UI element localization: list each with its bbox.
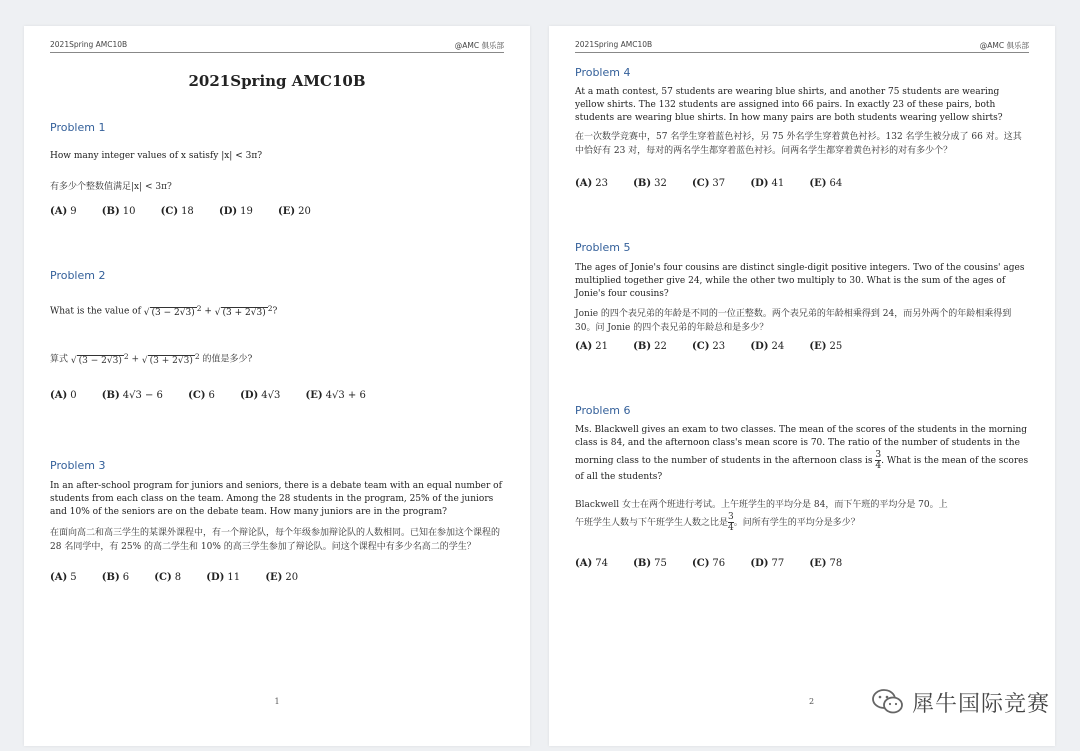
sqrt-expression-b: √ (3 + 2√3) $^2$	[214, 304, 273, 318]
document-title: 2021Spring AMC10B	[188, 72, 366, 90]
problem-1-choices	[50, 206, 504, 217]
problem-4-choices	[575, 178, 1029, 189]
choice-c: (C) 18	[160, 206, 194, 217]
exponent: 2	[267, 304, 273, 313]
choice-c: (C) 8	[154, 572, 182, 583]
choice-d: (D) 77	[750, 558, 785, 569]
problem-6-text-zh	[575, 498, 1029, 533]
problem-6-choices	[575, 558, 1029, 569]
choice-d: (D) 4√3	[240, 390, 281, 401]
page-2	[549, 26, 1055, 746]
problem-1-heading: Problem 1	[50, 121, 106, 134]
problem-2-choices	[50, 390, 504, 401]
choice-b: (B) 6	[101, 572, 130, 583]
header-left: 2021Spring AMC10B	[50, 40, 128, 49]
choice-d: (D) 24	[750, 341, 785, 352]
choice-d: (D) 11	[206, 572, 241, 583]
choice-a: (A) 9	[50, 206, 77, 217]
problem-3-choices	[50, 572, 504, 583]
problem-1-text-zh: 有多少个整数值满足|x| < 3π?	[50, 182, 172, 192]
sqrt-expression-b: √ (3 + 2√3) $^2$	[141, 352, 200, 366]
problem-2-text-en: What is the value of √ (3 − 2√3) $^2$ + √ (3 + 2√3) $^2$?	[50, 294, 504, 324]
problem-5-text-zh: Jonie 的四个表兄弟的年龄是不同的一位正整数。两个表兄弟的年龄相乘得到 24，而另外两个的年龄相乘得到 30。问 Jonie 的四个表兄弟的年龄总和是多少？	[575, 309, 1012, 333]
page-header	[575, 40, 1029, 53]
choice-d: (D) 41	[750, 178, 785, 189]
choice-c: (C) 76	[692, 558, 726, 569]
choice-a: (A) 5	[50, 572, 77, 583]
problem-2-zh-prefix: 算式	[50, 354, 69, 365]
problem-4-text-en: At a math contest, 57 students are wearing blue shirts, and another 75 students are wearing yellow shirts. The 132 students are assigned into 66 pairs. In exactly 23 of these pairs, both students are wearing blue shirts. In how many pairs are both students wearing yellow shirts?	[575, 87, 1003, 123]
problem-5-choices	[575, 341, 1029, 352]
wechat-icon	[872, 688, 904, 716]
choice-c: (C) 37	[692, 178, 726, 189]
problem-6-heading: Problem 6	[575, 404, 631, 417]
problem-3-text-zh: 在面向高二和高三学生的某课外课程中，有一个辩论队，每个年级参加辩论队的人数相同。已知在参加这个课程的 28 名同学中，有 25% 的高二学生和 10% 的高三学生参加了辩论队。问这个课程中有多少名高二的学生？	[50, 528, 501, 552]
ratio-fraction: $\frac{3}{4}$	[728, 512, 734, 533]
header-left: 2021Spring AMC10B	[575, 40, 653, 49]
problem-2-heading: Problem 2	[50, 269, 106, 282]
problem-6-zh-2: 午班学生人数与下午班学生人数之比是	[575, 518, 729, 528]
ratio-fraction: $\frac{3}{4}$	[875, 450, 882, 471]
problem-4-text-zh: 在一次数学竞赛中，57 名学生穿着蓝色衬衫，另 75 外名学生穿着黄色衬衫。132 名学生被分成了 66 对。这其中恰好有 23 对，每对的两名学生都穿着蓝色衬衫。问两名学生都穿着黄色衬衫的对有多少个？	[575, 132, 1022, 156]
problem-6-zh-1: Blackwell 女士在两个班进行考试。上午班学生的平均分是 84，而下午班的平均分是 70。上	[575, 500, 948, 510]
choice-a: (A) 74	[575, 558, 608, 569]
sqrt-expression-a: √ (3 − 2√3) $^2$	[70, 352, 129, 366]
choice-c: (C) 6	[188, 390, 215, 401]
sqrt-expression-a: √ (3 − 2√3) $^2$	[143, 304, 202, 318]
problem-5-text-en: The ages of Jonie's four cousins are distinct single-digit positive integers. Two of the cousins' ages multiplied together give 24, while the other two multiply to 30. What is the sum of the ages of Jonie's four cousins?	[575, 263, 1025, 299]
choice-e: (E) 64	[809, 178, 843, 189]
choice-c: (C) 23	[692, 341, 726, 352]
choice-a: (A) 0	[50, 390, 77, 401]
choice-e: (E) 4√3 + 6	[305, 390, 366, 401]
choice-e: (E) 78	[809, 558, 843, 569]
problem-5-heading: Problem 5	[575, 241, 631, 254]
choice-b: (B) 32	[633, 178, 667, 189]
problem-3-heading: Problem 3	[50, 459, 106, 472]
page-number: 1	[274, 697, 280, 706]
problem-2-text-zh: 算式 √ (3 − 2√3) $^2$ + √ (3 + 2√3) $^2$ 的值是多少?	[50, 342, 504, 372]
choice-e: (E) 25	[809, 341, 843, 352]
choice-b: (B) 22	[633, 341, 667, 352]
choice-a: (A) 21	[575, 341, 608, 352]
problem-6-en-2: morning class to the number of students in the afternoon class is	[575, 456, 873, 466]
problem-3-text-en: In an after-school program for juniors and seniors, there is a debate team with an equal number of students from each class on the team. Among the 28 students in the program, 25% of the juniors and 10% of the seniors are on the debate team. How many juniors are in the program?	[50, 481, 502, 517]
choice-b: (B) 10	[101, 206, 136, 217]
choice-a: (A) 23	[575, 178, 608, 189]
problem-6-zh-3: 。问所有学生的平均分是多少？	[733, 518, 860, 528]
choice-d: (D) 19	[218, 206, 253, 217]
problem-4-heading: Problem 4	[575, 66, 631, 79]
header-right: @AMC 俱乐部	[979, 41, 1029, 50]
problem-6-en-1: Ms. Blackwell gives an exam to two classes. The mean of the scores of the students in the morning class is 84, and the afternoon class's mean score is 70. The ratio of the number of students in the	[575, 425, 1028, 448]
page-1	[24, 26, 530, 746]
problem-6-text-en	[575, 424, 1029, 484]
header-right: @AMC 俱乐部	[454, 41, 504, 50]
watermark-text: 犀牛国际竞赛	[911, 691, 1050, 717]
choice-b: (B) 4√3 − 6	[101, 390, 163, 401]
choice-b: (B) 75	[633, 558, 667, 569]
problem-2-zh-suffix: 的值是多少?	[202, 354, 253, 365]
problem-6-en-3: . What is the mean of the scores of all the students?	[575, 456, 1029, 482]
watermark	[872, 682, 1050, 722]
choice-e: (E) 20	[278, 206, 311, 217]
problem-2-prefix: What is the value of	[50, 306, 141, 317]
page-header	[50, 40, 504, 53]
problem-1-text-en: How many integer values of x satisfy |x| < 3π?	[50, 151, 263, 161]
choice-e: (E) 20	[265, 572, 299, 583]
page-number: 2	[809, 697, 815, 706]
